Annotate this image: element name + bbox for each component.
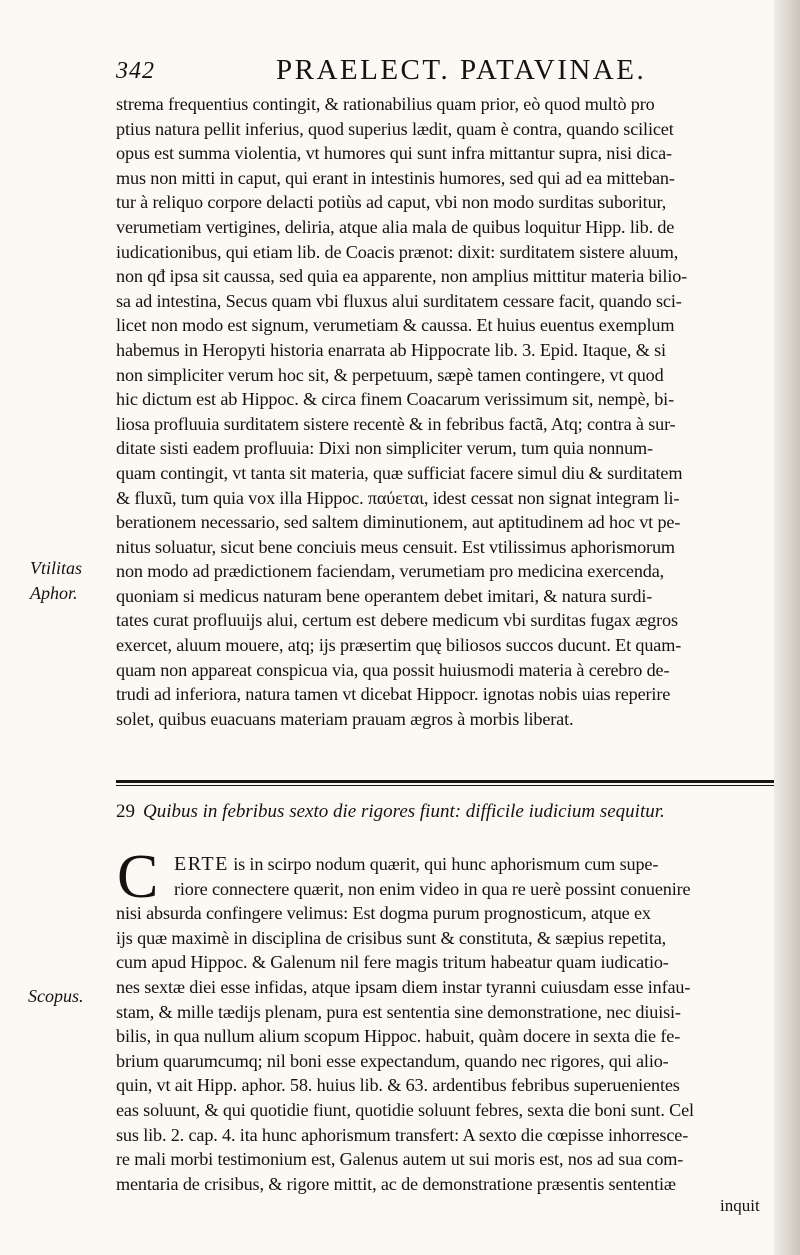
page-header [116, 50, 756, 90]
text-line: mentaria de crisibus, & rigore mittit, ac de demonstratione præsentis sententiæ [116, 1173, 676, 1194]
text-line: hic dictum est ab Hippoc. & circa finem Coacarum verissimum sit, nempè, bi- [116, 389, 674, 410]
text-line [174, 852, 776, 877]
text-line: ptius natura pellit inferius, quod superius lædit, quam è contra, quando scilicet [116, 118, 674, 139]
aphorism-number: 29 [116, 801, 135, 822]
text-line: mus non mitti in caput, qui erant in intestinis humores, sed qui ad ea mitteban- [116, 167, 675, 188]
text-line: quin, vt ait Hipp. aphor. 58. huius lib. & 63. ardentibus febribus superuenientes [116, 1075, 680, 1096]
margin-note-line: Aphor. [30, 583, 78, 603]
text-line: opus est summa violentia, vt humores qui sunt infra mittantur supra, nisi dica- [116, 143, 672, 164]
text-line: nes sextæ diei esse infidas, atque ipsam diem instar tyranni cuiusdam esse infau- [116, 976, 691, 997]
text-line: ijs quæ maximè in disciplina de crisibus sunt & constituta, & sæpius repetita, [116, 927, 667, 948]
text-line: verumetiam vertigines, deliria, atque alia mala de quibus loquitur Hipp. lib. de [116, 216, 675, 237]
text-line: nitus soluatur, sicut bene conciuis meus censuit. Est vtilissimus aphorismorum [116, 536, 675, 557]
text-line: ditate sisti eadem profluuia: Dixi non simpliciter verum, tum quia nonnum- [116, 438, 653, 459]
margin-note-line: Vtilitas [30, 558, 83, 578]
section-rule-thin [116, 785, 774, 786]
text-line: sus lib. 2. cap. 4. ita hunc aphorismum transfert: A sexto die cœpisse inhorresce- [116, 1124, 689, 1145]
text-line: re mali morbi testimonium est, Galenus autem ut sui moris est, nos ad sua com- [116, 1149, 684, 1170]
text-line: nisi absurda confingere velimus: Est dogma purum prognosticum, atque ex [116, 903, 651, 924]
text-line: cum apud Hippoc. & Galenum nil fere magis tritum habeatur quam iudicatio- [116, 952, 669, 973]
text-line: liosa profluuia surditatem sistere recentè & in febribus factã, Atq; contra à sur- [116, 413, 676, 434]
text-line: trudi ad inferiora, natura tamen vt dicebat Hippocr. ignotas nobis uias reperire [116, 684, 671, 705]
text-block-top [116, 92, 776, 731]
text-block-commentary [116, 852, 776, 1196]
aphorism-heading [116, 801, 776, 823]
text-line: stam, & mille tædijs plenam, pura est sententia sine demonstratione, nec diuisi- [116, 1001, 681, 1022]
text-line: quoniam si medicus naturam bene operantem debet imitari, & natura surdi- [116, 585, 653, 606]
text-line: licet non modo est signum, verumetiam & caussa. Et huius euentus exemplum [116, 315, 675, 336]
margin-note-utilitas [30, 556, 82, 606]
text-line: non qđ ipsa sit caussa, sed quia ea apparente, non amplius mittitur materia bilio- [116, 266, 688, 287]
text-line: non simpliciter verum hoc sit, & perpetuum, sæpè tamen contingere, vt quod [116, 364, 664, 385]
text-line: non modo ad prædictionem faciendam, verumetiam pro medicina exercenda, [116, 561, 665, 582]
running-title: PRAELECT. PATAVINAE. [276, 54, 647, 86]
text-line: strema frequentius contingit, & rationabilius quam prior, eò quod multò pro [116, 94, 655, 114]
page-edge [774, 0, 800, 1255]
text-line: bilis, in qua nullum alium scopum Hippoc. habuit, quàm docere in sexta die fe- [116, 1026, 681, 1047]
text-line: sa ad intestina, Secus quam vbi fluxus alui surditatem cessare facit, quando sci- [116, 290, 682, 311]
text-line: solet, quibus euacuans materiam prauam ægros à morbis liberat. [116, 708, 574, 729]
text-line: berationem necessario, sed saltem diminutionem, aut aptitudinem ad hoc vt pe- [116, 512, 681, 533]
text-line: exercet, aluum mouere, atq; ijs præsertim quę biliosos succos ducunt. Et quam- [116, 635, 682, 656]
text-line: habemus in Heropyti historia enarrata ab Hippocrate lib. 3. Epid. Itaque, & si [116, 339, 666, 360]
text-line: & fluxũ, tum quia vox illa Hippoc. παύεται, idest cessat non signat integram li- [116, 487, 680, 508]
drop-cap: C [117, 843, 159, 911]
catchword: inquit [720, 1196, 760, 1215]
aphorism-text: Quibus in febribus sexto die rigores fiunt: difficile iudicium sequitur. [143, 801, 665, 822]
text-line: tur à reliquo corpore delacti potiùs ad caput, vbi non modo surditas suboritur, [116, 192, 667, 213]
opening-line-rest: is in scirpo nodum quærit, qui hunc aphorismum cum supe- [228, 854, 659, 874]
text-line: tates curat profluuijs alui, certum est debere medicum vbi surditas fugax ægros [116, 610, 678, 631]
text-line: riore connectere quærit, non enim video in qua re uerè possint conuenire [174, 878, 691, 899]
text-line: quam contingit, vt tanta sit materia, quæ sufficiat facere simul diu & surditatem [116, 462, 683, 483]
text-line: brium quarumcumq; nil boni esse expectandum, quando nec rigores, qui alio- [116, 1050, 669, 1071]
text-line: iudicationibus, qui etiam lib. de Coacis prænot: dixit: surditatem sistere aluum, [116, 241, 679, 262]
page-number: 342 [116, 58, 155, 84]
text-line: quam non appareat conspicua via, qua possit huiusmodi materia à cerebro de- [116, 659, 670, 680]
text-line: eas soluunt, & qui quotidie fiunt, quotidie soluunt febres, sexta die boni sunt. Cel [116, 1099, 694, 1120]
margin-note-scopus: Scopus. [28, 986, 84, 1006]
section-rule [116, 780, 774, 783]
opening-word: ERTE [174, 853, 229, 875]
